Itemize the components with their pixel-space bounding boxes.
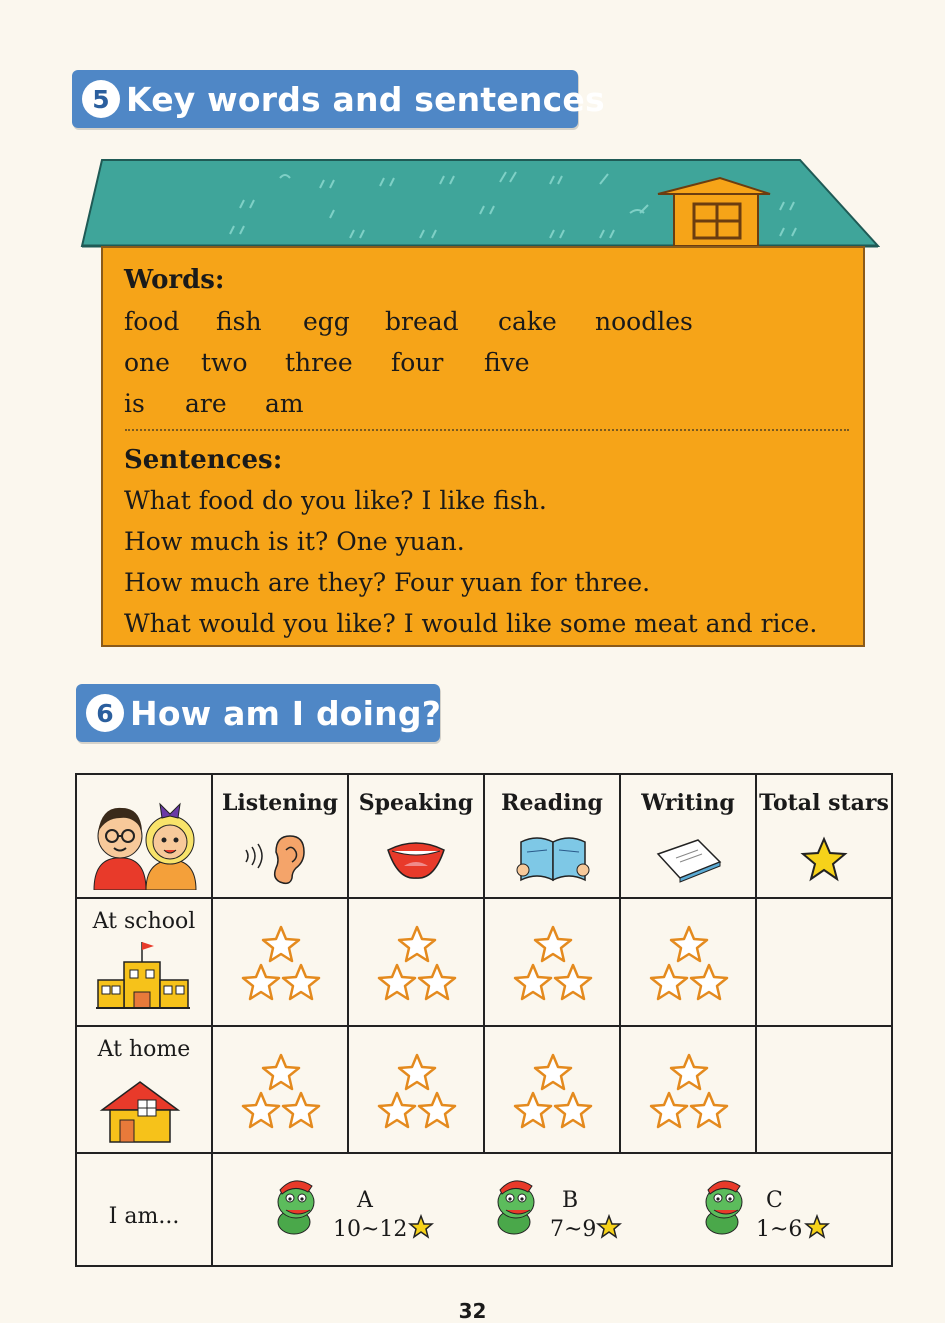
- header-writing: Writing: [641, 790, 735, 816]
- dotted-divider: [125, 429, 849, 431]
- book-icon: [515, 830, 591, 884]
- rating-stars-school-reading[interactable]: [512, 925, 596, 1005]
- mascot-a-illustration: [272, 1174, 320, 1238]
- rating-stars-home-speaking[interactable]: [376, 1053, 460, 1133]
- row-label-at-home: At home: [97, 1037, 191, 1062]
- rating-b-star-icon: [596, 1214, 622, 1240]
- home-house-icon: [98, 1078, 182, 1144]
- rating-stars-home-reading[interactable]: [512, 1053, 596, 1133]
- word-four: four: [391, 348, 444, 377]
- table-col-divider: [483, 773, 485, 1154]
- word-are: are: [185, 389, 227, 418]
- page-number: 32: [458, 1299, 487, 1323]
- section-number-badge: 5: [82, 80, 120, 118]
- sentence-line: How much is it? One yuan.: [124, 527, 465, 556]
- table-col-divider: [755, 773, 757, 1154]
- rating-b-range: 7~9: [550, 1217, 597, 1242]
- word-egg: egg: [303, 307, 350, 336]
- rating-b-grade: B: [562, 1188, 579, 1213]
- word-three: three: [285, 348, 353, 377]
- header-speaking: Speaking: [358, 790, 474, 816]
- rating-a-range: 10~12: [333, 1217, 408, 1242]
- rating-stars-home-writing[interactable]: [648, 1053, 732, 1133]
- rating-c-star-icon: [804, 1214, 830, 1240]
- table-border-left: [75, 773, 77, 1267]
- word-is: is: [124, 389, 145, 418]
- total-star-icon: [800, 836, 848, 882]
- row-label-at-school: At school: [92, 909, 196, 934]
- section-title: How am I doing?: [130, 693, 442, 733]
- sentence-line: What food do you like? I like fish.: [124, 486, 547, 515]
- section-6-banner: [76, 684, 440, 742]
- mascot-b-illustration: [492, 1174, 540, 1238]
- word-food: food: [124, 307, 180, 336]
- header-total-stars: Total stars: [759, 790, 889, 816]
- table-border-bottom: [75, 1265, 893, 1267]
- section-number-badge: 6: [86, 694, 124, 732]
- sentence-line: What would you like? I would like some meat and rice.: [124, 609, 818, 638]
- table-col-divider: [619, 773, 621, 1154]
- notebook-icon: [652, 832, 724, 884]
- word-cake: cake: [498, 307, 557, 336]
- word-one: one: [124, 348, 170, 377]
- sentences-heading: Sentences:: [124, 445, 283, 475]
- word-noodles: noodles: [595, 307, 693, 336]
- rating-a-grade: A: [357, 1188, 373, 1213]
- word-bread: bread: [385, 307, 459, 336]
- rating-c-grade: C: [766, 1188, 783, 1213]
- header-listening: Listening: [221, 790, 339, 816]
- kids-illustration: [88, 790, 200, 890]
- rating-a-star-icon: [408, 1214, 434, 1240]
- ear-icon: [240, 832, 320, 886]
- house-roof-illustration: [80, 158, 880, 252]
- table-border-right: [891, 773, 893, 1267]
- header-reading: Reading: [501, 790, 603, 816]
- word-fish: fish: [216, 307, 262, 336]
- key-words-panel: [101, 246, 865, 647]
- rating-stars-school-listening[interactable]: [240, 925, 324, 1005]
- sentence-line: How much are they? Four yuan for three.: [124, 568, 651, 597]
- table-col-divider: [211, 773, 213, 1267]
- school-building-icon: [96, 940, 190, 1012]
- table-col-divider: [347, 773, 349, 1154]
- section-5-banner: [72, 70, 605, 128]
- word-two: two: [201, 348, 248, 377]
- rating-stars-school-writing[interactable]: [648, 925, 732, 1005]
- rating-stars-school-speaking[interactable]: [376, 925, 460, 1005]
- word-five: five: [484, 348, 530, 377]
- row-label-i-am: I am...: [108, 1204, 180, 1229]
- mascot-c-illustration: [700, 1174, 748, 1238]
- word-am: am: [265, 389, 304, 418]
- mouth-icon: [384, 836, 448, 880]
- rating-c-range: 1~6: [756, 1217, 803, 1242]
- rating-stars-home-listening[interactable]: [240, 1053, 324, 1133]
- section-title: Key words and sentences: [126, 79, 605, 119]
- words-heading: Words:: [124, 265, 225, 295]
